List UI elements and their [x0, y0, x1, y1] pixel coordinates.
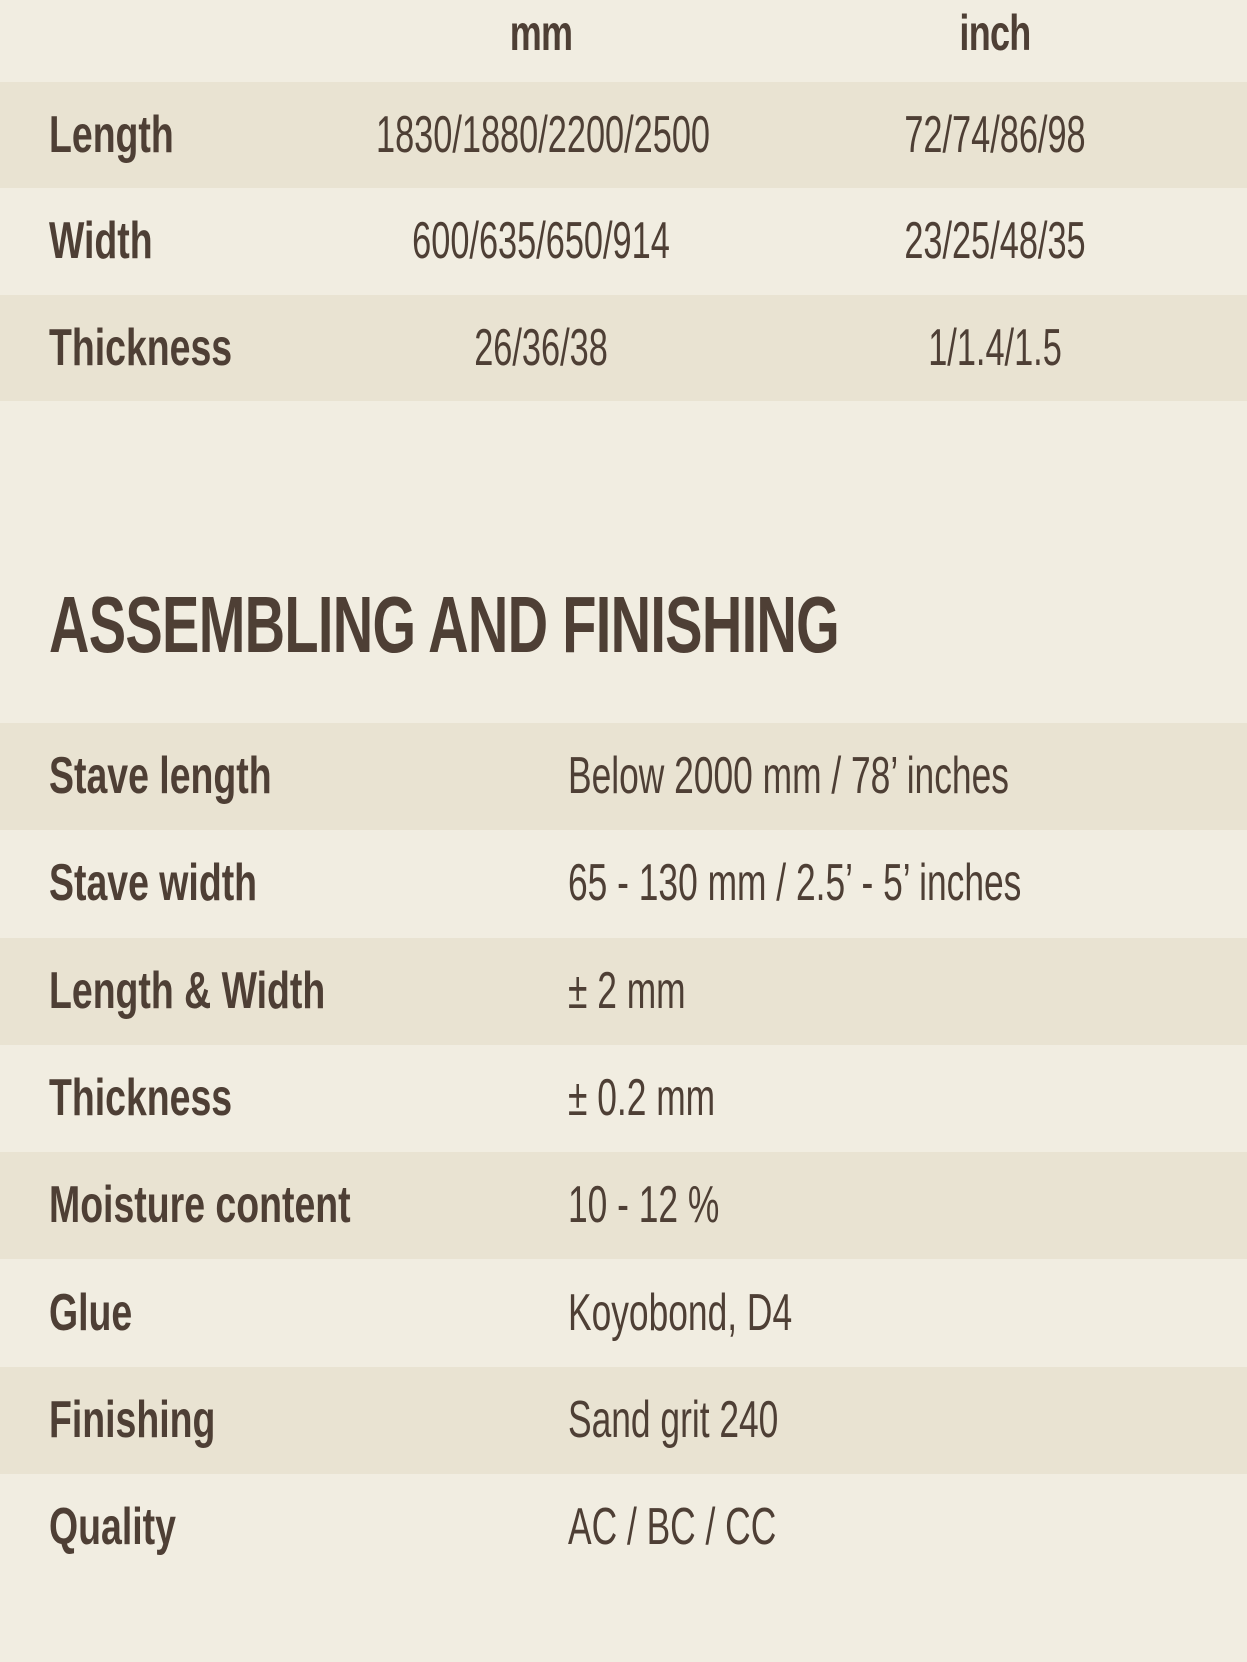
value-inch: 72/74/86/98 — [904, 106, 1086, 164]
spec-value: ± 2 mm — [568, 962, 686, 1020]
table-row — [0, 1260, 1247, 1367]
spec-label: Stave length — [49, 747, 272, 805]
table-row — [0, 830, 1247, 937]
spec-value: ± 0.2 mm — [568, 1069, 716, 1127]
spec-label: Glue — [49, 1284, 133, 1342]
dimensions-table-header — [0, 0, 1247, 82]
spec-label: Stave width — [49, 854, 258, 912]
column-header-inch: inch — [959, 5, 1031, 61]
spec-label: Quality — [49, 1498, 176, 1556]
table-row — [0, 1045, 1247, 1152]
spec-label: Moisture content — [49, 1176, 351, 1234]
row-label: Length — [49, 106, 174, 164]
table-row — [0, 1367, 1247, 1474]
table-row — [0, 82, 1247, 188]
table-row — [0, 938, 1247, 1045]
section-title: ASSEMBLING AND FINISHING — [49, 580, 840, 669]
table-row — [0, 1474, 1247, 1581]
value-mm: 26/36/38 — [474, 319, 608, 377]
spec-label: Finishing — [49, 1391, 216, 1449]
row-label: Width — [49, 212, 153, 270]
spec-value: Koyobond, D4 — [568, 1284, 793, 1342]
spec-label: Length & Width — [49, 962, 326, 1020]
value-inch: 1/1.4/1.5 — [928, 319, 1062, 377]
spec-value: AC / BC / CC — [568, 1498, 777, 1556]
row-label: Thickness — [49, 319, 233, 377]
value-mm: 600/635/650/914 — [412, 212, 670, 270]
value-inch: 23/25/48/35 — [904, 212, 1086, 270]
table-row — [0, 295, 1247, 401]
table-row — [0, 1152, 1247, 1259]
table-row — [0, 723, 1247, 830]
spec-label: Thickness — [49, 1069, 233, 1127]
spec-value: Sand grit 240 — [568, 1391, 779, 1449]
table-row — [0, 188, 1247, 294]
spec-value: 65 - 130 mm / 2.5’ - 5’ inches — [568, 854, 1022, 912]
spec-value: Below 2000 mm / 78’ inches — [568, 747, 1009, 805]
column-header-mm: mm — [509, 5, 573, 61]
spec-value: 10 - 12 % — [568, 1176, 720, 1234]
value-mm: 1830/1880/2200/2500 — [376, 106, 711, 164]
